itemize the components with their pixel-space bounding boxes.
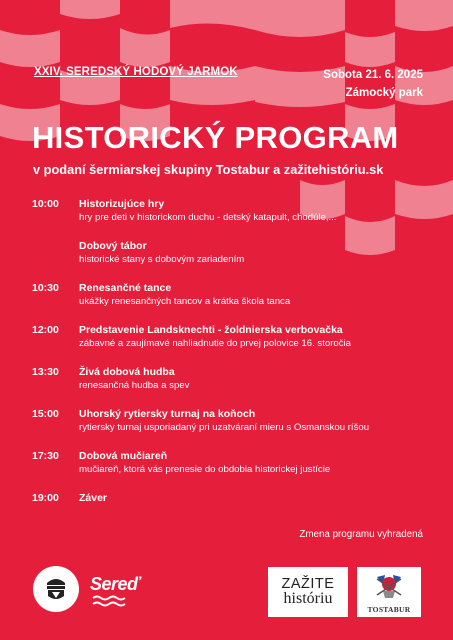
schedule-title: Živá dobová hudba	[79, 366, 175, 378]
schedule-time	[32, 239, 79, 267]
schedule-title: Historizujúce hry	[79, 198, 165, 210]
schedule-description: ukážky renesančných tancov a krátka škola tanca	[79, 296, 291, 307]
event-venue: Zámocký park	[345, 87, 423, 99]
zazite-historiu-logo	[268, 567, 348, 617]
tostabur-logo	[357, 567, 421, 617]
schedule-title: Záver	[79, 492, 108, 504]
event-name: XXIV. SEREDSKÝ HODOVÝ JARMOK	[34, 66, 238, 78]
schedule-item	[32, 365, 432, 393]
schedule-list	[32, 197, 432, 519]
program-change-note: Zmena programu vyhradená	[299, 529, 423, 540]
schedule-item	[32, 407, 432, 435]
zazite-logo-line2: históriu	[283, 590, 333, 607]
schedule-item	[32, 449, 432, 477]
tostabur-emblem-icon	[371, 571, 407, 601]
schedule-title: Renesančné tance	[79, 282, 172, 294]
sered-crest-logo	[33, 566, 79, 612]
schedule-title: Uhorský rytiersky turnaj na koňoch	[79, 408, 256, 420]
page-title: HISTORICKÝ PROGRAM	[32, 120, 399, 155]
page-subtitle: v podaní šermiarskej skupiny Tostabur a zažitehistóriu.sk	[33, 162, 384, 177]
schedule-item	[32, 197, 432, 225]
schedule-description: hry pre deti v historickom duchu - detský katapult, chodúle,...	[79, 212, 337, 223]
schedule-time: 13:30	[32, 366, 59, 378]
schedule-time: 10:30	[32, 282, 59, 294]
schedule-description: mučiareň, ktorá vás prenesie do obdobia historickej justície	[79, 464, 331, 475]
schedule-title: Predstavenie Landsknechti - žoldnierska verbovačka	[79, 324, 343, 336]
schedule-time: 17:30	[32, 450, 59, 462]
tostabur-name: TOSTABUR	[367, 605, 411, 614]
schedule-item	[32, 491, 432, 505]
schedule-item	[32, 281, 432, 309]
schedule-title: Dobový tábor	[79, 240, 147, 252]
schedule-description: rytiersky turnaj usporiadaný pri uzatváraní mieru s Osmanskou ríšou	[79, 422, 370, 433]
event-date: Sobota 21. 6. 2025	[323, 69, 423, 81]
schedule-time: 12:00	[32, 324, 59, 336]
schedule-item	[32, 323, 432, 351]
schedule-item	[32, 239, 432, 267]
schedule-description: zábavné a zaujímavé nahliadnutie do prvej polovice 16. storočia	[79, 338, 351, 349]
schedule-description: renesančná hudba a spev	[79, 380, 190, 391]
sered-waves-icon	[92, 594, 126, 610]
zazite-logo-line1: ZAŽITE	[281, 576, 335, 592]
sered-crest-icon	[36, 569, 76, 609]
schedule-time: 19:00	[32, 492, 59, 504]
event-date-venue	[323, 66, 423, 102]
schedule-title: Dobová mučiareň	[79, 450, 168, 462]
schedule-time: 10:00	[32, 198, 59, 210]
sered-logo: Sereď	[90, 574, 140, 594]
schedule-description: historické stany s dobovým zariadením	[79, 254, 245, 265]
schedule-time: 15:00	[32, 408, 59, 420]
